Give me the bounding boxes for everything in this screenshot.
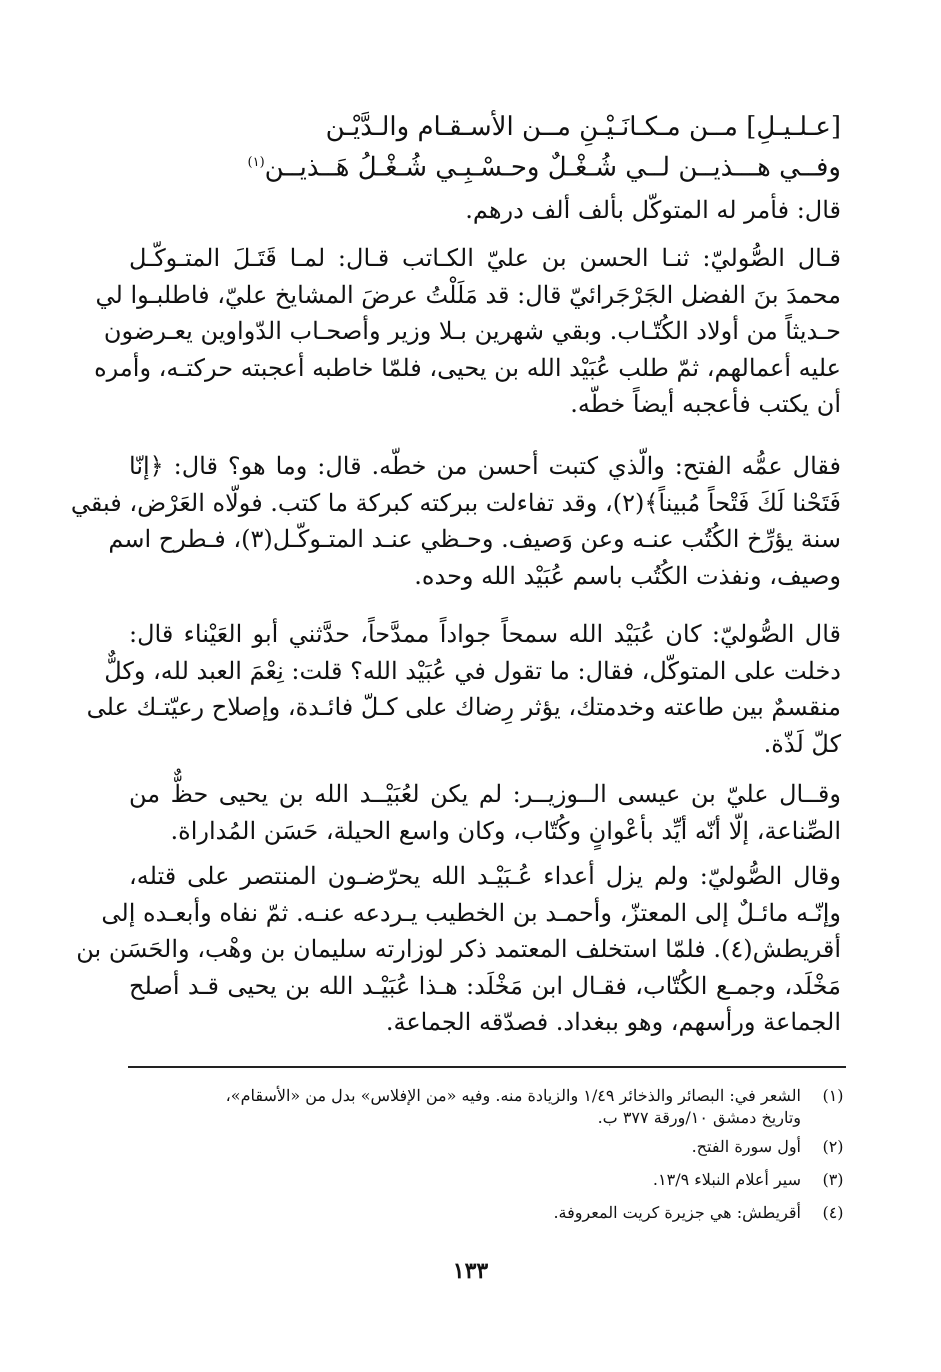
verse-line-1: [عـلـيـلِ] مــن مـكـانَـيْـنِ مــن الأسـقـام والـدَّيْـن: [325, 112, 841, 142]
poem-verse-1: [131, 110, 841, 144]
footnote-separator: [128, 1066, 846, 1068]
footnote-text: الشعر في: البصائر والذخائر ١/٤٩ والزيادة منه. وفيه «من الإفلاس» بدل من «الأسقام»،: [225, 1086, 801, 1105]
paragraph-line: دخلت على المتوكّل، فقال: ما تقول في عُبَيْد الله؟ قلت: نِعْمَ العبد لله، وكلٌّ: [104, 656, 841, 685]
paragraph-1: [129, 192, 841, 229]
paragraph-line: منقسمٌ بين طاعته وخدمتك، يؤثر رِضاك على كـلّ فائـدة، وإصلاح رعيّتـك على: [86, 693, 841, 722]
paragraph-line: وقــال عليّ بن عيسى الــوزيــر: لم يكن لعُبَيْــد الله بن يحيى حظٌّ من: [129, 780, 841, 808]
paragraph-line: فَتَحْنا لَكَ فَتْحاً مُبيناً﴾(٢)، وقد تفاءلت ببركته كبركة ما كتب. فولّاه العَرْض، فبقي: [70, 488, 841, 517]
footnote-4: [129, 1201, 849, 1225]
paragraph-3: [70, 448, 841, 594]
footnote-number: (١): [822, 1086, 844, 1105]
paragraph-5: [129, 776, 841, 849]
page-number: ١٣٣: [452, 1258, 489, 1284]
verse-line-2-text: وفــي هـــذيــن لــي شُـغْـلٌ وحـسْـبِـي شُـغْـلُ هَــذيــن: [264, 152, 841, 183]
paragraph-6: [76, 858, 841, 1041]
poem-verse-2: [131, 146, 841, 183]
footnote-2: [129, 1135, 849, 1159]
paragraph-line: الصِّناعة، إلّا أنّه أيِّد بأعْوانٍ وكُتّاب، وكان واسع الحيلة، حَسَن المُداراة.: [170, 816, 841, 845]
paragraph-line: وإنّـه مائـلٌ إلى المعتزّ، وأحمـد بن الخطيب يـردعه عنـه. ثمّ نفاه وأبعـده إلى: [101, 898, 841, 927]
footnote-1: [129, 1084, 849, 1132]
footnote-text: سير أعلام النبلاء ١٣/٩.: [652, 1170, 801, 1189]
paragraph-line: أقريطش(٤). فلمّا استخلف المعتمد ذكر لوزارته سليمان بن وهْب، والحَسَن بن: [76, 935, 841, 964]
paragraph-line: سنة يؤرِّخ الكُتُب عنـه وعن وَصيف. وحـظي عنـد المتـوكّـل(٣)، فـطرح اسم: [108, 525, 841, 554]
footnote-text: أول سورة الفتح.: [691, 1137, 801, 1156]
footnote-text: أقريطش: هي جزيرة كريت المعروفة.: [553, 1203, 801, 1222]
paragraph-line: الجماعة ورأسهم، وهو ببغداد. فصدّقه الجماعة.: [385, 1008, 841, 1037]
paragraph-line: أن يكتب فأعجبه أيضاً خطّه.: [570, 390, 841, 419]
paragraph-line: مَخْلَد، وجمـع الكُتّاب، فقـال ابن مَخْلَد: هـذا عُبَيْـد الله بن يحيى قـد أصلح: [129, 971, 841, 1000]
footnote-number: (٣): [822, 1170, 844, 1189]
paragraph-line: محمدَ بنَ الفضل الجَرْجَرائيّ قال: قد مَلَلْتُ عرضَ المشايخ عليّ، فاطلبـوا لي: [95, 280, 841, 309]
paragraph-4: [86, 616, 841, 762]
paragraph-line: فقال عمُّه الفتح: والّذي كتبت أحسن من خطّه. قال: وما هو؟ قال: ﴿إنّا: [129, 452, 841, 480]
footnote-number: (٢): [822, 1137, 844, 1156]
paragraph-line: عليه أعمالهم، ثمّ طلب عُبَيْد الله بن يحيى، فلمّا خاطبه أعجبته حركتـه، وأمره: [94, 353, 841, 382]
paragraph-line: قال الصُّوليّ: كان عُبَيْد الله سمحاً جواداً ممدَّحاً، حدَّثني أبو العَيْناء قال:: [129, 620, 841, 648]
paragraph-line: حـديثاً من أولاد الكُتّـاب. وبقي شهرين بـلا وزير وأصحـاب الدّواوين يعـرضون: [103, 317, 841, 346]
paragraph-line: وقال الصُّوليّ: ولم يزل أعداء عُـبَيْـد الله يحرّضـون المنتصر على قتله،: [129, 862, 841, 890]
footnote-text: وتاريخ دمشق ١٠/ورقة ٣٧٧ ب.: [597, 1108, 801, 1127]
paragraph-line: قال: فأمر له المتوكّل بألف ألف درهم.: [465, 196, 841, 224]
paragraph-line: قـال الصُّوليّ: ثنـا الحسن بن عليّ الكـاتب قـال: لمـا قَتَـلَ المتـوكّـل: [129, 244, 841, 272]
footnote-3: [129, 1168, 849, 1192]
paragraph-2: [94, 240, 841, 423]
paragraph-line: وصيف، ونفذت الكُتُب باسم عُبَيْد الله وحده.: [414, 561, 841, 590]
paragraph-line: كلّ لَذّة.: [763, 729, 841, 758]
footnote-number: (٤): [822, 1203, 844, 1222]
verse-line-2: [248, 146, 841, 185]
footnote-mark-1: (١): [247, 155, 265, 170]
